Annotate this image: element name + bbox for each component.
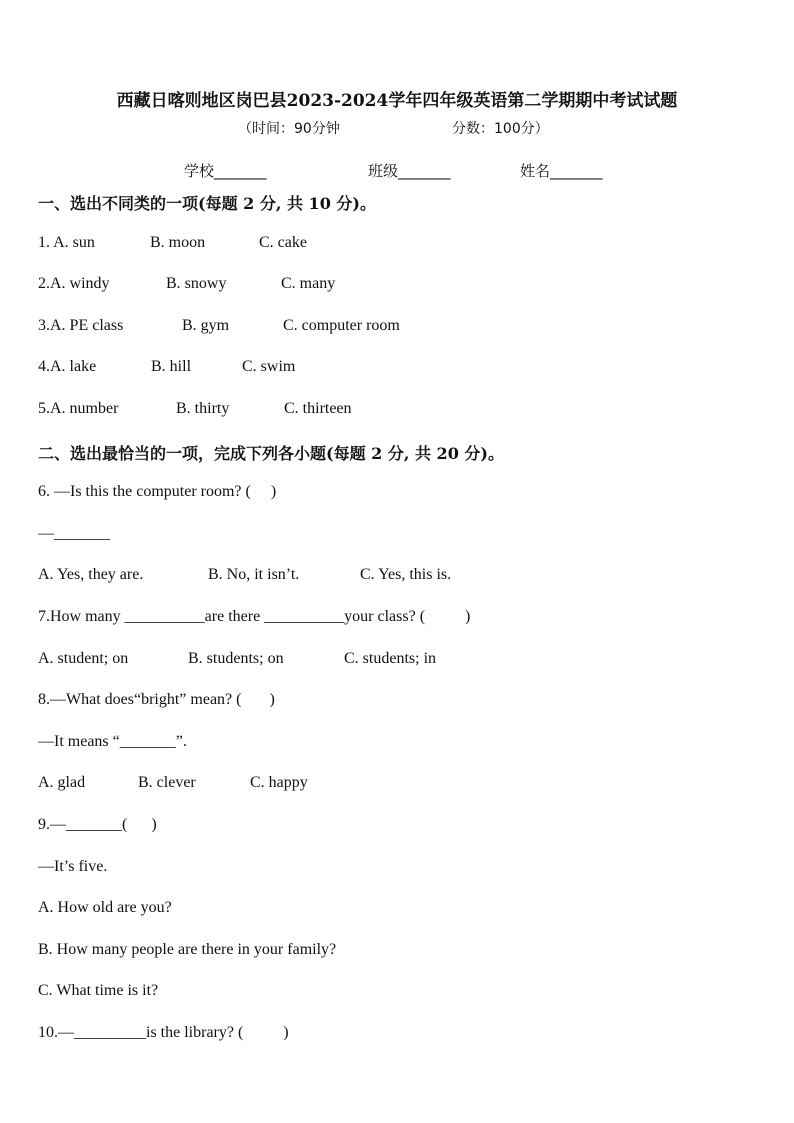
q6-answer-line: —_______ [38, 525, 110, 542]
q1-option-c: C. cake [259, 234, 307, 251]
exam-time: （时间：90分钟 [238, 121, 340, 137]
section2-heading: 二、选出最恰当的一项，完成下列各小题(每题 2 分, 共 20 分)。 [38, 444, 504, 463]
section1-heading: 一、选出不同类的一项(每题 2 分, 共 10 分)。 [38, 194, 376, 213]
q7-option-c: C. students; in [344, 650, 437, 667]
q8-reply: —It means “_______”. [38, 733, 187, 750]
school-field: 学校_______ [184, 162, 267, 180]
q2-option-a: 2.A. windy [38, 275, 110, 292]
q8-option-c: C. happy [250, 774, 308, 791]
q9-option-c: C. What time is it? [38, 982, 159, 999]
class-field: 班级_______ [368, 162, 451, 180]
q3-option-b: B. gym [182, 317, 230, 334]
q4-option-c: C. swim [242, 358, 296, 375]
q10-stem: 10.—_________is the library? ( ) [38, 1024, 289, 1041]
q3-option-a: 3.A. PE class [38, 317, 124, 334]
exam-score: 分数：100分） [452, 121, 549, 137]
q6-option-b: B. No, it isn’t. [208, 566, 300, 583]
q6-stem: 6. —Is this the computer room? ( ) [38, 483, 277, 500]
q6-option-c: C. Yes, this is. [360, 566, 452, 583]
q9-stem: 9.—_______( ) [38, 816, 157, 833]
q5-option-c: C. thirteen [284, 400, 352, 417]
q5-option-a: 5.A. number [38, 400, 119, 417]
page-title: 西藏日喀则地区岗巴县2023-2024学年四年级英语第二学期期中考试试题 [116, 91, 678, 111]
q4-option-a: 4.A. lake [38, 358, 97, 375]
q7-option-a: A. student; on [38, 650, 129, 667]
q3-option-c: C. computer room [283, 317, 400, 334]
q2-option-b: B. snowy [166, 275, 227, 292]
q8-option-a: A. glad [38, 774, 86, 791]
q5-option-b: B. thirty [176, 400, 230, 417]
q9-reply: —It’s five. [38, 858, 108, 875]
name-field: 姓名_______ [520, 162, 603, 180]
q9-option-a: A. How old are you? [38, 899, 172, 916]
q7-stem: 7.How many __________are there __________your class? ( ) [38, 608, 471, 625]
q8-stem: 8.—What does“bright” mean? ( ) [38, 691, 275, 708]
q1-option-b: B. moon [150, 234, 206, 251]
q8-option-b: B. clever [138, 774, 196, 791]
q9-option-b: B. How many people are there in your family? [38, 941, 337, 958]
q1-option-a: 1. A. sun [38, 234, 95, 251]
q2-option-c: C. many [281, 275, 336, 292]
q7-option-b: B. students; on [188, 650, 284, 667]
q4-option-b: B. hill [151, 358, 192, 375]
q6-option-a: A. Yes, they are. [38, 566, 144, 583]
